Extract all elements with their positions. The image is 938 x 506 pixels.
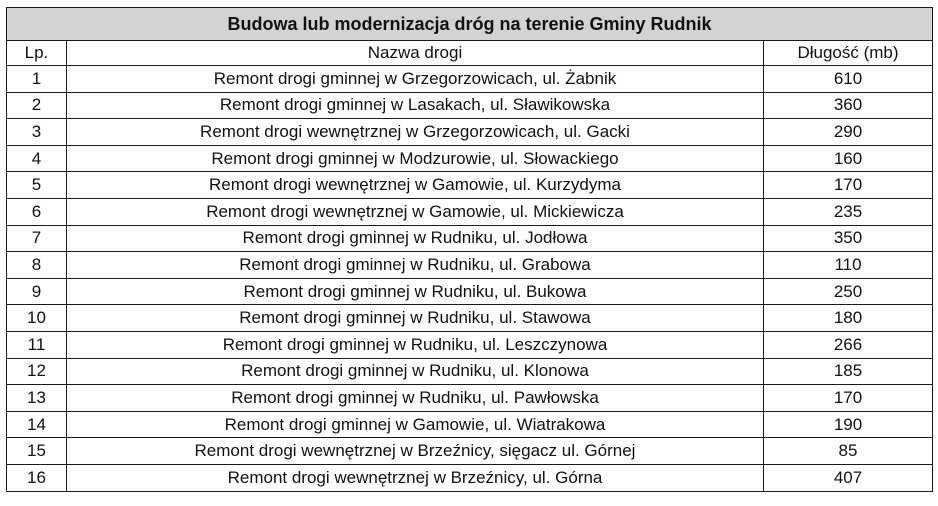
table-row — [7, 66, 933, 93]
table-row — [7, 411, 933, 438]
table-header-row — [7, 41, 933, 66]
table-row — [7, 225, 933, 252]
cell-lp: 12 — [7, 358, 67, 385]
cell-length: 235 — [764, 198, 933, 225]
cell-lp: 8 — [7, 252, 67, 279]
column-header-name: Nazwa drogi — [67, 41, 764, 66]
cell-road-name: Remont drogi gminnej w Rudniku, ul. Stawowa — [67, 305, 764, 332]
cell-road-name: Remont drogi wewnętrznej w Grzegorzowicach, ul. Gacki — [67, 119, 764, 146]
cell-lp: 2 — [7, 92, 67, 119]
cell-length: 160 — [764, 145, 933, 172]
table-row — [7, 145, 933, 172]
table-row — [7, 252, 933, 279]
table-row — [7, 464, 933, 491]
cell-length: 170 — [764, 172, 933, 199]
table-body — [7, 66, 933, 492]
cell-length: 266 — [764, 331, 933, 358]
cell-lp: 3 — [7, 119, 67, 146]
cell-length: 407 — [764, 464, 933, 491]
cell-length: 170 — [764, 385, 933, 412]
cell-road-name: Remont drogi gminnej w Rudniku, ul. Pawłowska — [67, 385, 764, 412]
table-row — [7, 119, 933, 146]
cell-road-name: Remont drogi gminnej w Lasakach, ul. Sławikowska — [67, 92, 764, 119]
table-title: Budowa lub modernizacja dróg na terenie Gminy Rudnik — [7, 8, 933, 41]
cell-road-name: Remont drogi gminnej w Rudniku, ul. Klonowa — [67, 358, 764, 385]
table-row — [7, 385, 933, 412]
table-row — [7, 358, 933, 385]
cell-road-name: Remont drogi gminnej w Rudniku, ul. Leszczynowa — [67, 331, 764, 358]
cell-lp: 11 — [7, 331, 67, 358]
cell-road-name: Remont drogi gminnej w Rudniku, ul. Grabowa — [67, 252, 764, 279]
cell-lp: 16 — [7, 464, 67, 491]
table-row — [7, 278, 933, 305]
cell-length: 290 — [764, 119, 933, 146]
cell-road-name: Remont drogi gminnej w Grzegorzowicach, ul. Żabnik — [67, 66, 764, 93]
cell-lp: 7 — [7, 225, 67, 252]
cell-lp: 10 — [7, 305, 67, 332]
cell-lp: 14 — [7, 411, 67, 438]
cell-road-name: Remont drogi wewnętrznej w Brzeźnicy, ul. Górna — [67, 464, 764, 491]
table-row — [7, 172, 933, 199]
cell-lp: 4 — [7, 145, 67, 172]
cell-length: 610 — [764, 66, 933, 93]
column-header-lp: Lp. — [7, 41, 67, 66]
cell-length: 250 — [764, 278, 933, 305]
roads-table — [6, 7, 933, 492]
table-row — [7, 198, 933, 225]
cell-lp: 6 — [7, 198, 67, 225]
cell-lp: 5 — [7, 172, 67, 199]
cell-length: 85 — [764, 438, 933, 465]
cell-road-name: Remont drogi wewnętrznej w Gamowie, ul. Kurzydyma — [67, 172, 764, 199]
table-row — [7, 305, 933, 332]
cell-length: 185 — [764, 358, 933, 385]
cell-lp: 13 — [7, 385, 67, 412]
table-row — [7, 438, 933, 465]
table-row — [7, 331, 933, 358]
cell-road-name: Remont drogi gminnej w Gamowie, ul. Wiatrakowa — [67, 411, 764, 438]
cell-length: 350 — [764, 225, 933, 252]
cell-length: 180 — [764, 305, 933, 332]
cell-road-name: Remont drogi wewnętrznej w Brzeźnicy, sięgacz ul. Górnej — [67, 438, 764, 465]
cell-road-name: Remont drogi gminnej w Modzurowie, ul. Słowackiego — [67, 145, 764, 172]
column-header-length: Długość (mb) — [764, 41, 933, 66]
cell-length: 110 — [764, 252, 933, 279]
cell-road-name: Remont drogi wewnętrznej w Gamowie, ul. Mickiewicza — [67, 198, 764, 225]
table-title-row — [7, 8, 933, 41]
cell-lp: 15 — [7, 438, 67, 465]
cell-length: 190 — [764, 411, 933, 438]
cell-road-name: Remont drogi gminnej w Rudniku, ul. Bukowa — [67, 278, 764, 305]
cell-lp: 1 — [7, 66, 67, 93]
cell-length: 360 — [764, 92, 933, 119]
cell-road-name: Remont drogi gminnej w Rudniku, ul. Jodłowa — [67, 225, 764, 252]
table-row — [7, 92, 933, 119]
cell-lp: 9 — [7, 278, 67, 305]
